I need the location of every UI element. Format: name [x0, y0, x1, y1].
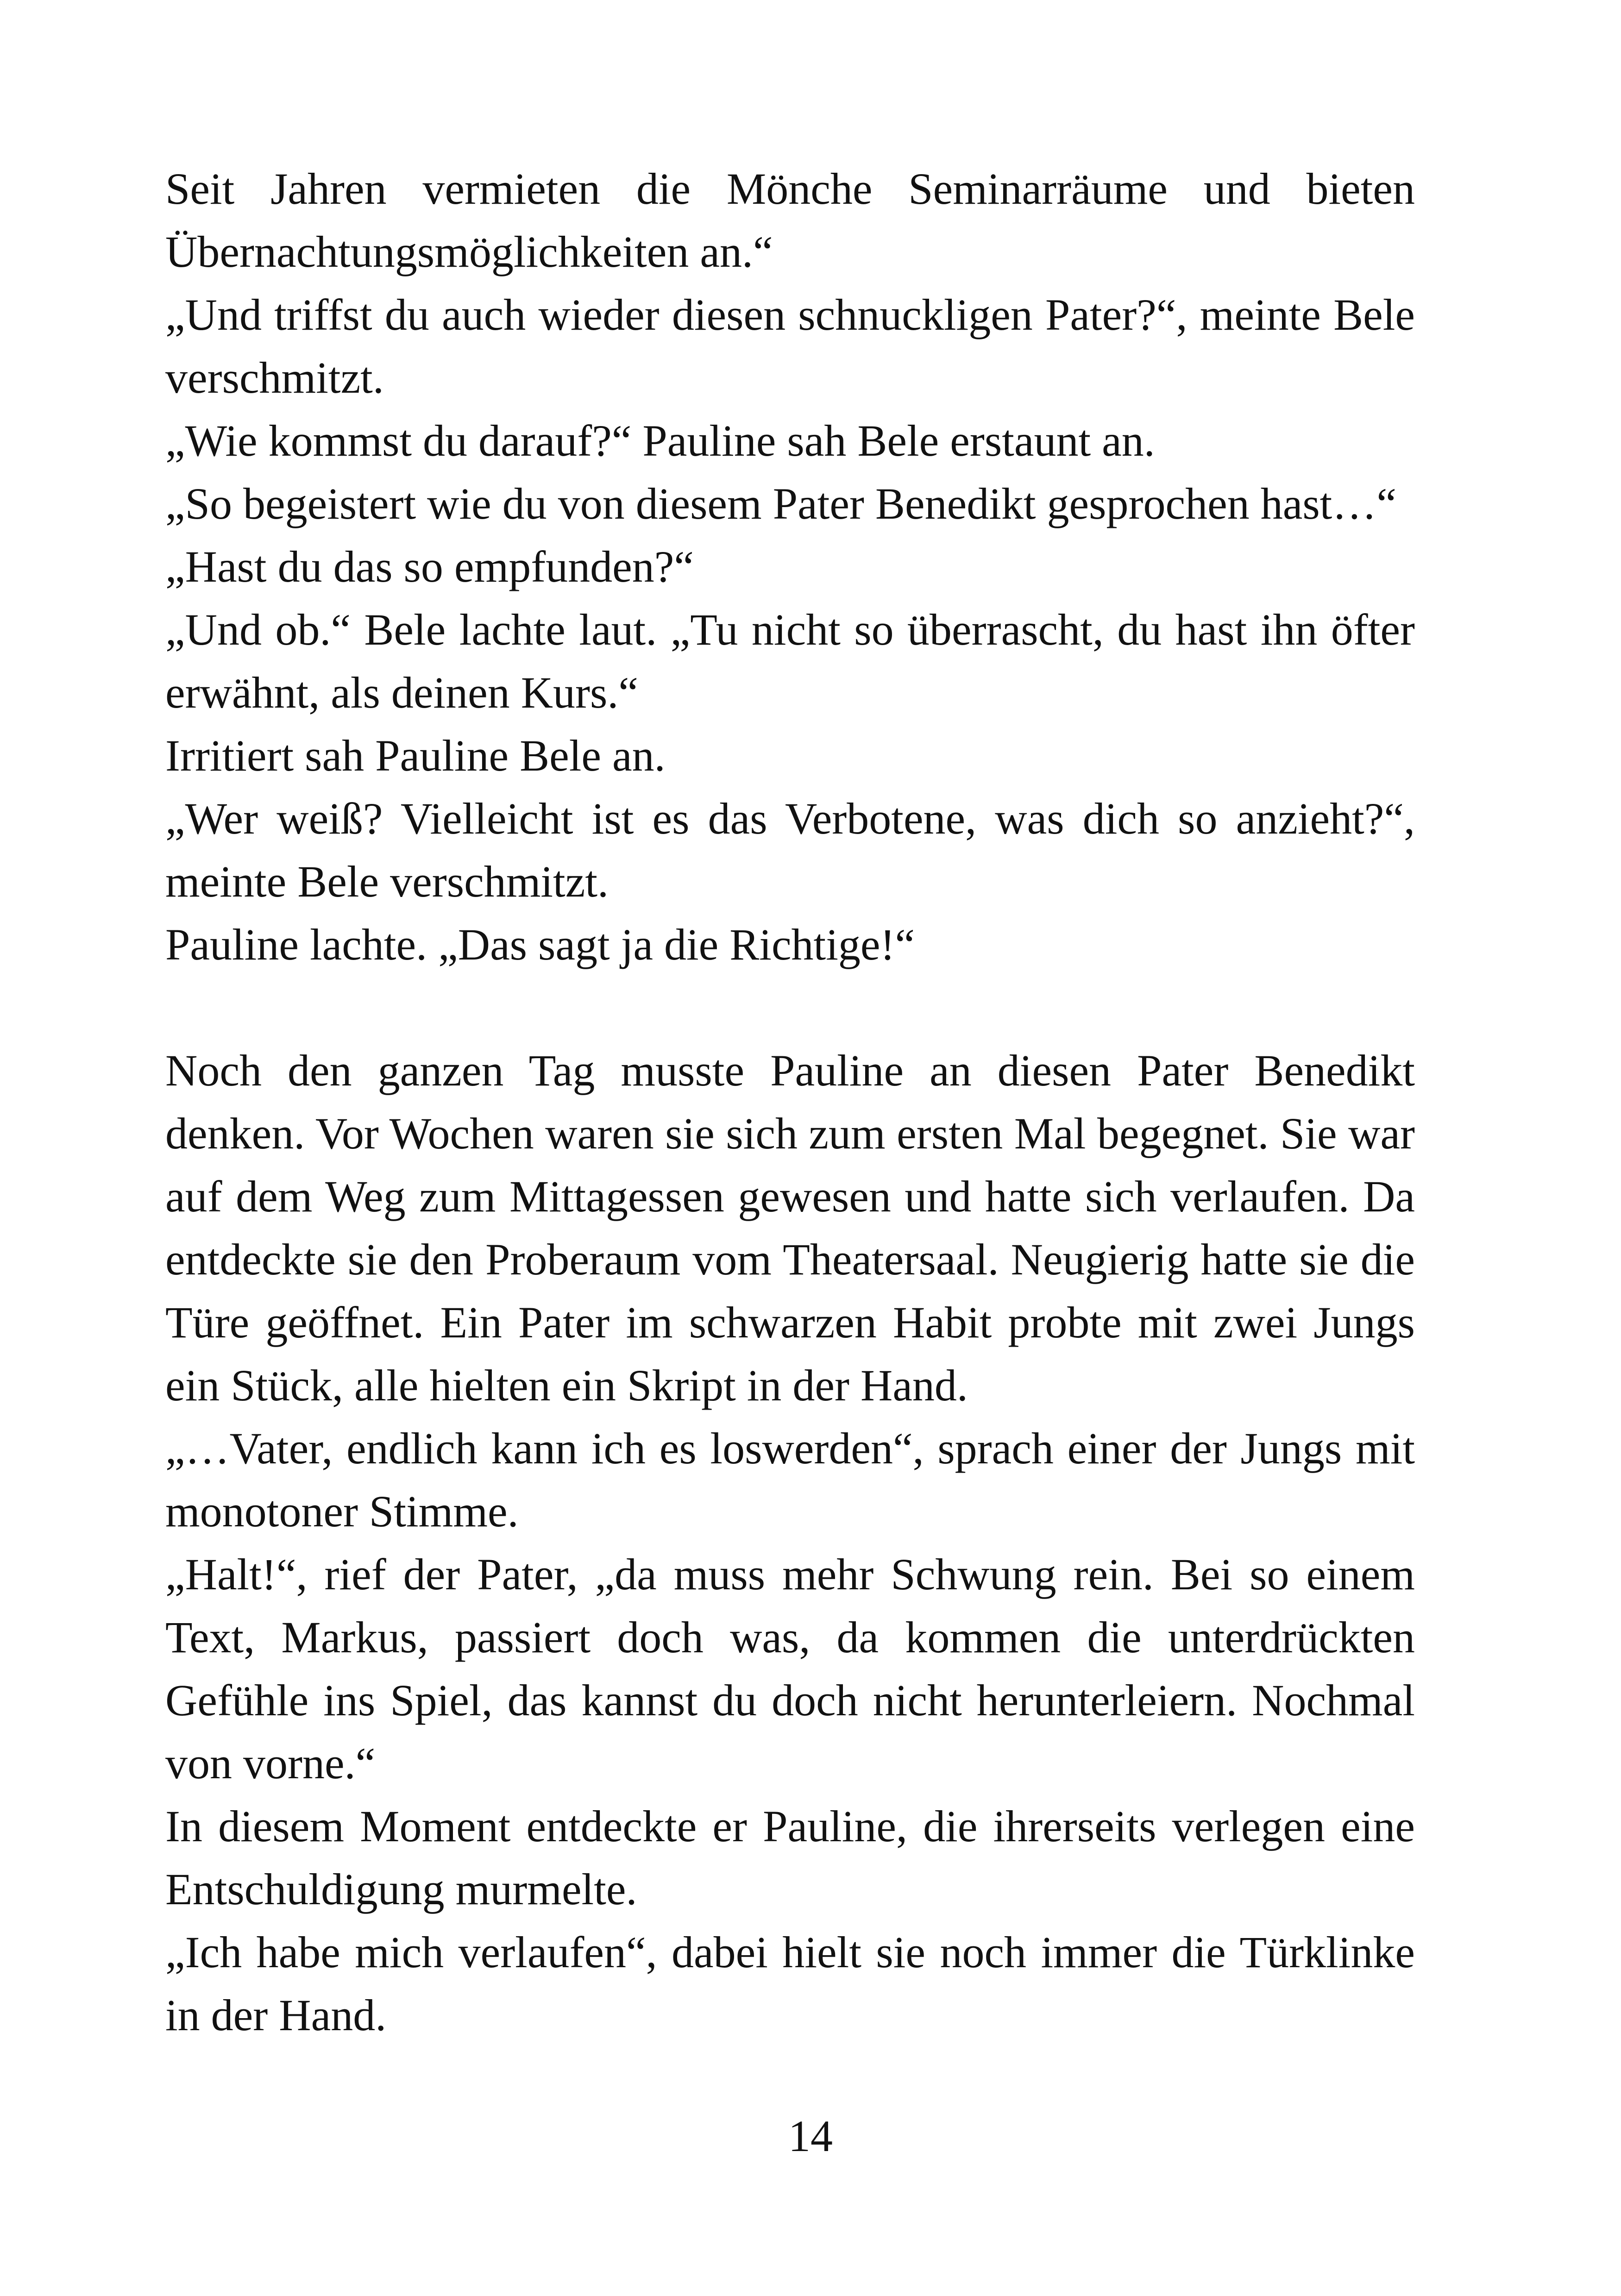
paragraph: „…Vater, endlich kann ich es loswerden“, sprach einer der Jungs mit monotoner Stimme.: [165, 1424, 1415, 1536]
paragraph: „So begeistert wie du von diesem Pater Benedikt gesprochen hast…“: [165, 479, 1396, 528]
paragraph: Noch den ganzen Tag musste Pauline an diesen Pater Benedikt denken. Vor Wochen waren sie sich zum ersten Mal begegnet. Sie war auf dem Weg zum Mittagessen gewesen und hatte sich verlaufen. Da entdeckte sie den Proberaum vom Theatersaal. Neugierig hatte sie die Türe geöffnet. Ein Pater im schwarzen Habit probte mit zwei Jungs ein Stück, alle hielten ein Skript in der Hand.: [165, 1046, 1415, 1410]
paragraph: Irritiert sah Pauline Bele an.: [165, 731, 666, 780]
paragraph: „Ich habe mich verlaufen“, dabei hielt sie noch immer die Türklinke in der Hand.: [165, 1927, 1415, 2040]
paragraph: „Hast du das so empfunden?“: [165, 542, 694, 591]
paragraph: „Wie kommst du darauf?“ Pauline sah Bele erstaunt an.: [165, 416, 1155, 465]
body-text: [165, 157, 1415, 2047]
paragraph: In diesem Moment entdeckte er Pauline, die ihrerseits verlegen eine Entschuldigung murmelte.: [165, 1801, 1415, 1914]
paragraph: „Und triffst du auch wieder diesen schnuckligen Pater?“, meinte Bele verschmitzt.: [165, 290, 1415, 402]
section-break: [165, 976, 1415, 1039]
paragraph: „Halt!“, rief der Pater, „da muss mehr Schwung rein. Bei so einem Text, Markus, passiert doch was, da kommen die unterdrückten Gefühle ins Spiel, das kannst du doch nicht herunterleiern. Nochmal von vorne.“: [165, 1549, 1415, 1788]
page-number: 14: [788, 2111, 833, 2161]
paragraph: Seit Jahren vermieten die Mönche Seminarräume und bieten Übernachtungsmöglichkeiten an.“: [165, 164, 1415, 276]
paragraph: „Und ob.“ Bele lachte laut. „Tu nicht so überrascht, du hast ihn öfter erwähnt, als deinen Kurs.“: [165, 605, 1415, 717]
paragraph: „Wer weiß? Vielleicht ist es das Verbotene, was dich so anzieht?“, meinte Bele verschmitzt.: [165, 794, 1415, 906]
paragraph: Pauline lachte. „Das sagt ja die Richtige!“: [165, 920, 915, 969]
